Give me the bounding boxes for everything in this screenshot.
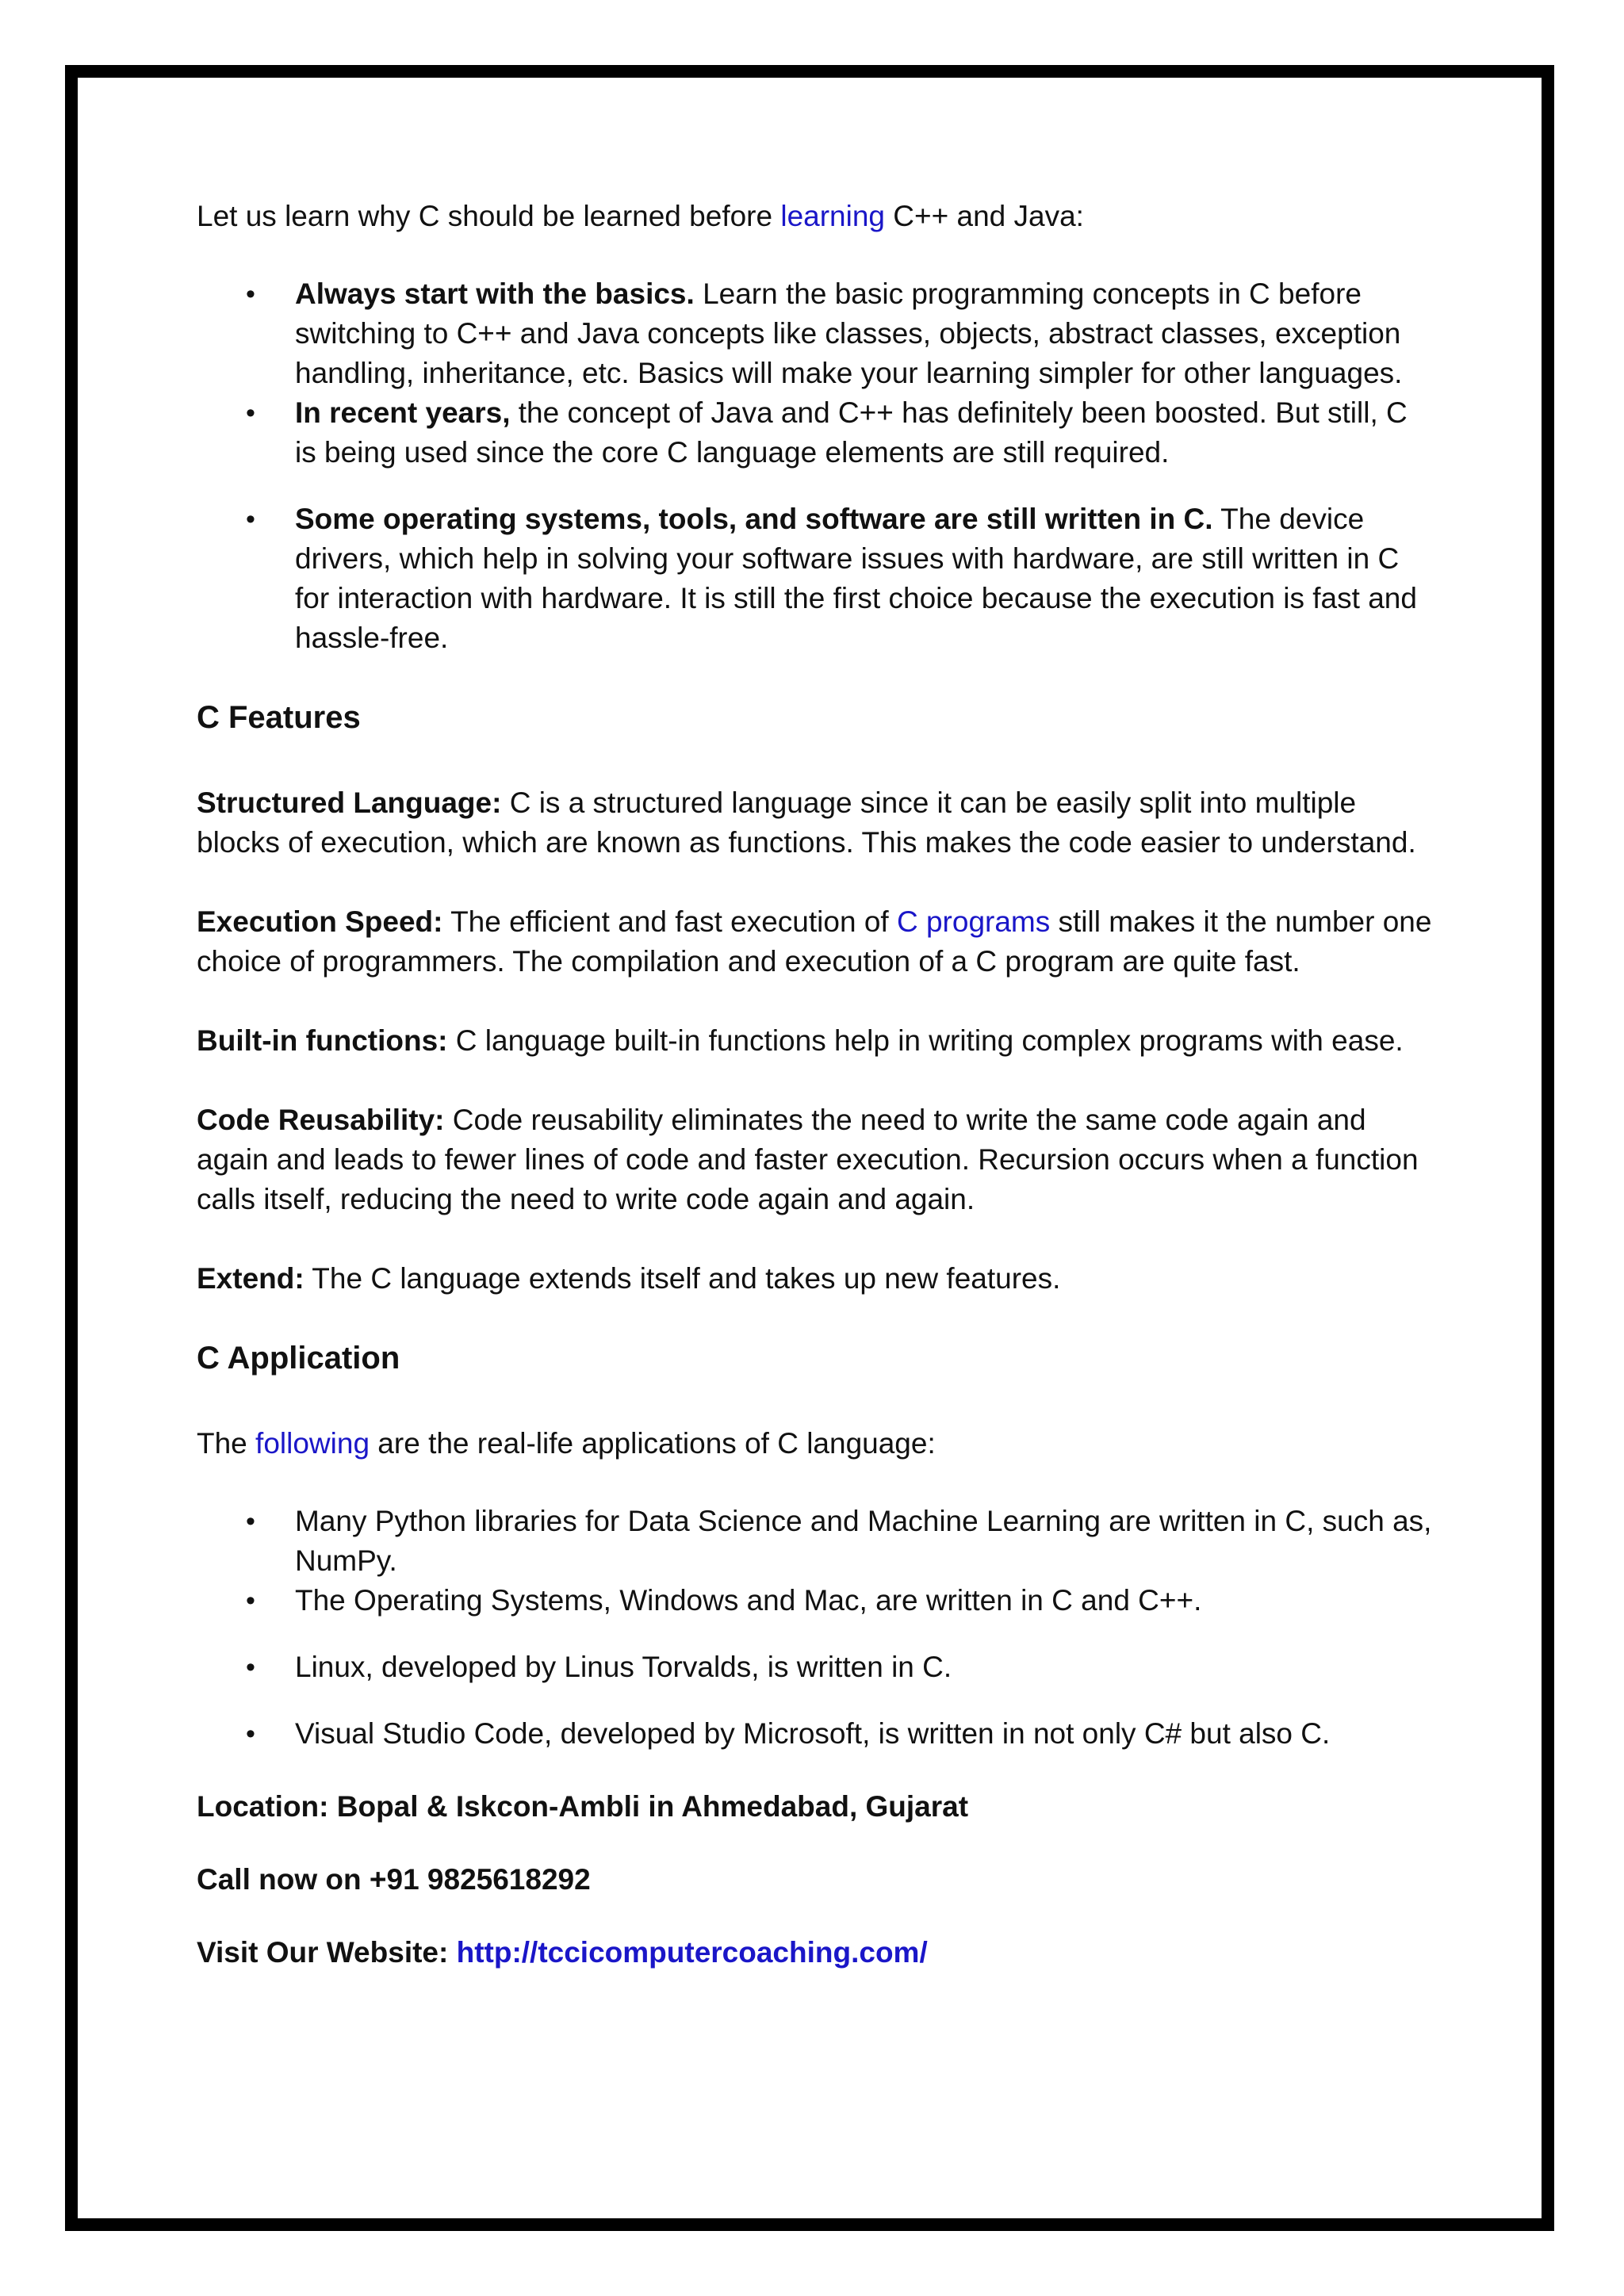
- feature-text: C language built-in functions help in writing complex programs with ease.: [447, 1024, 1404, 1057]
- reason-text: Learn the basic programming concepts in C before switching to C++ and Java concepts like classes, objects, abstract classes, exception handling, inheritance, etc. Basics will make your learning simpler for other languages.: [295, 277, 1403, 389]
- applications-list: [197, 1502, 1434, 1754]
- list-item: • Visual Studio Code, developed by Microsoft, is written in not only C# but also C.: [197, 1714, 1434, 1754]
- reason-bold: Always start with the basics.: [295, 277, 695, 310]
- list-item: • Linux, developed by Linus Torvalds, is written in C.: [197, 1647, 1434, 1687]
- feature-reusability: [197, 1100, 1434, 1219]
- feature-text: Code reusability eliminates the need to write the same code again and again and leads to fewer lines of code and faster execution. Recursion occurs when a function calls itself, reducing the need to write code again and again.: [197, 1104, 1419, 1215]
- feature-text: C is a structured language since it can be easily split into multiple blocks of execution, which are known as functions. This makes the code easier to understand.: [197, 786, 1416, 859]
- location-line: Location: Bopal & Iskcon-Ambli in Ahmedabad, Gujarat: [197, 1790, 969, 1823]
- feature-label: Code Reusability:: [197, 1104, 445, 1136]
- feature-label: Built-in functions:: [197, 1024, 448, 1057]
- intro-paragraph: [197, 197, 1434, 236]
- application-heading: C Application: [197, 1341, 400, 1376]
- feature-text: The efficient and fast execution of: [442, 905, 897, 938]
- website-link[interactable]: http://tccicomputercoaching.com/: [456, 1936, 928, 1969]
- feature-speed: [197, 902, 1434, 982]
- learning-link[interactable]: learning: [780, 200, 886, 232]
- application-intro-text: The: [197, 1427, 256, 1460]
- feature-text: The C language extends itself and takes up new features.: [304, 1262, 1061, 1295]
- call-line: Call now on +91 9825618292: [197, 1863, 591, 1896]
- feature-label: Execution Speed:: [197, 905, 443, 938]
- list-item: [197, 393, 1434, 473]
- document-body: [197, 197, 1434, 2006]
- feature-text-end: still makes it the number one choice of programmers. The compilation and execution of a C program are quite fast.: [197, 905, 1432, 978]
- intro-text: Let us learn why C should be learned before: [197, 200, 781, 232]
- reasons-list: [197, 274, 1434, 658]
- list-item: [197, 499, 1434, 658]
- list-item: • The Operating Systems, Windows and Mac, are written in C and C++.: [197, 1581, 1434, 1621]
- feature-label: Extend:: [197, 1262, 304, 1295]
- following-link[interactable]: following: [255, 1427, 370, 1460]
- intro-text-end: C++ and Java:: [885, 200, 1084, 232]
- website-label: Visit Our Website:: [197, 1936, 457, 1969]
- feature-label: Structured Language:: [197, 786, 502, 819]
- reason-text: The device drivers, which help in solving your software issues with hardware, are still written in C for interaction with hardware. It is still the first choice because the execution is fast and hassle-free.: [295, 503, 1417, 654]
- reason-bold: In recent years,: [295, 396, 511, 429]
- c-programs-link[interactable]: C programs: [896, 905, 1051, 938]
- reason-bold: Some operating systems, tools, and software are still written in C.: [295, 503, 1213, 535]
- application-intro: [197, 1424, 1434, 1464]
- features-heading: C Features: [197, 700, 361, 735]
- reason-text: the concept of Java and C++ has definitely been boosted. But still, C is being used since the core C language elements are still required.: [295, 396, 1408, 469]
- feature-builtin: [197, 1021, 1434, 1061]
- feature-extend: [197, 1259, 1434, 1299]
- list-item: • Many Python libraries for Data Science and Machine Learning are written in C, such as, NumPy.: [197, 1502, 1434, 1581]
- feature-structured: [197, 783, 1434, 863]
- application-intro-text-end: are the real-life applications of C language:: [370, 1427, 936, 1460]
- website-line: [197, 1933, 1434, 1973]
- list-item: [197, 274, 1434, 393]
